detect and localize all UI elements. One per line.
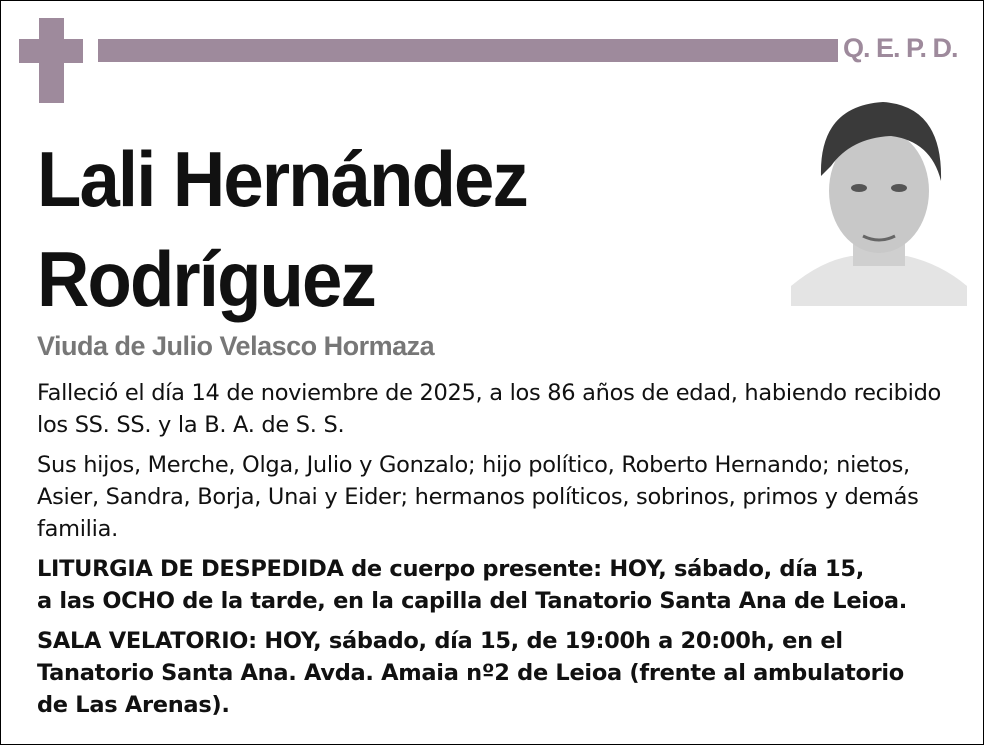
cross-icon-arm [19,39,83,63]
family-list: Sus hijos, Merche, Olga, Julio y Gonzalo; hijo político, Roberto Hernando; nietos, Asier, Sandra, Borja, Unai y Eider; hermanos políticos, sobrinos, primos y demás familia. [37,452,919,542]
header-bar [98,39,838,62]
obituary-body [37,377,977,729]
portrait-photo [791,96,967,306]
death-notice: Falleció el día 14 de noviembre de 2025, a los 86 años de edad, habiendo recibido los SS. SS. y la B. A. de S. S. [37,380,942,438]
wake-line-1: SALA VELATORIO: HOY, sábado, día 15, de 19:00h a 20:00h, en el [37,628,843,654]
liturgy-info [37,553,977,617]
liturgy-line-2: a las OCHO de la tarde, en la capilla del Tanatorio Santa Ana de Leioa. [37,588,907,614]
wake-line-3: de Las Arenas). [37,692,230,718]
name-line-2: Rodríguez [37,235,375,323]
liturgy-line-1: LITURGIA DE DESPEDIDA de cuerpo presente: HOY, sábado, día 15, [37,556,864,582]
deceased-name [37,129,527,329]
subtitle: Viuda de Julio Velasco Hormaza [37,331,435,361]
wake-line-2: Tanatorio Santa Ana. Avda. Amaia nº2 de Leioa (frente al ambulatorio [37,660,904,686]
name-line-1: Lali Hernández [37,135,527,223]
qepd-label: Q. E. P. D. [843,33,958,63]
wake-room-info [37,625,977,721]
